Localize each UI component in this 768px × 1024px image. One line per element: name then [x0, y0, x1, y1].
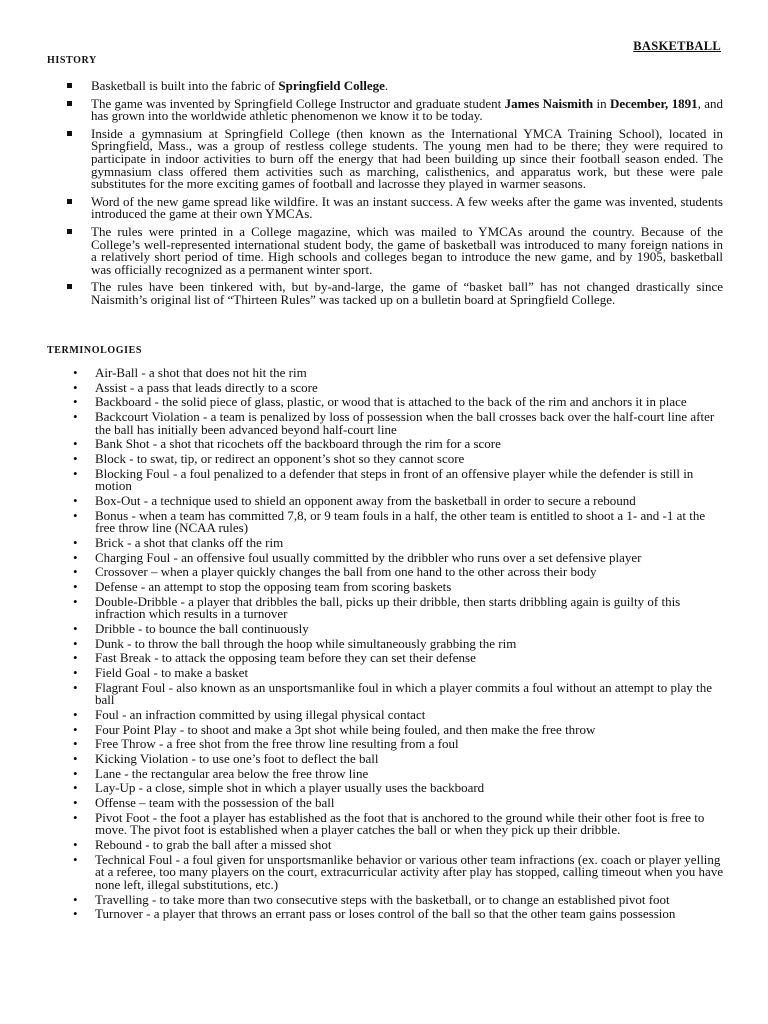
terminology-item: • Air-Ball - a shot that does not hit the rim — [70, 367, 725, 380]
terminology-item: • Rebound - to grab the ball after a missed shot — [70, 839, 725, 852]
terminologies-heading: TERMINOLOGIES — [47, 345, 143, 356]
terminology-item: • Brick - a shot that clanks off the rim — [70, 537, 725, 550]
terminology-item: • Defense - an attempt to stop the opposing team from scoring baskets — [70, 581, 725, 594]
terminology-item: • Offense – team with the possession of the ball — [70, 797, 725, 810]
terminology-item: • Lane - the rectangular area below the free throw line — [70, 768, 725, 781]
document-title: BASKETBALL — [633, 39, 721, 53]
history-item: Word of the new game spread like wildfire. It was an instant success. A few weeks after the game was invented, students introduced the game at their own YMCAs. — [63, 196, 723, 221]
terminology-item: • Turnover - a player that throws an errant pass or loses control of the ball so that the other team gains possession — [70, 908, 725, 921]
terminology-item: • Foul - an infraction committed by using illegal physical contact — [70, 709, 725, 722]
terminology-item: • Dribble - to bounce the ball continuously — [70, 623, 725, 636]
terminology-item: • Crossover – when a player quickly changes the ball from one hand to the other across their body — [70, 566, 725, 579]
terminology-item: • Lay-Up - a close, simple shot in which a player usually uses the backboard — [70, 782, 725, 795]
terminology-item: • Kicking Violation - to use one’s foot to deflect the ball — [70, 753, 725, 766]
terminology-item: • Backcourt Violation - a team is penalized by loss of possession when the ball crosses back over the half-court line after the ball has initially been advanced beyond half-court line — [70, 411, 725, 436]
terminology-item: • Technical Foul - a foul given for unsportsmanlike behavior or various other team infractions (ex. coach or player yelling at a referee, too many players on the court, extracurricular activity after play has stopped, calling timeout when you have none left, illegal substitutions, etc.) — [70, 854, 725, 892]
terminology-item: • Flagrant Foul - also known as an unsportsmanlike foul in which a player commits a foul without an attempt to play the ball — [70, 682, 725, 707]
history-item: The rules were printed in a College magazine, which was mailed to YMCAs around the country. Because of the College’s well-represented international student body, the game of basketball was introduced to many foreign nations in a relatively short period of time. High schools and colleges began to introduce the new game, and by 1905, basketball was officially recognized as a permanent winter sport. — [63, 226, 723, 276]
terminology-list — [70, 367, 725, 923]
terminology-item: • Bonus - when a team has committed 7,8, or 9 team fouls in a half, the other team is entitled to shoot a 1- and -1 at the free throw line (NCAA rules) — [70, 510, 725, 535]
terminology-item: • Four Point Play - to shoot and make a 3pt shot while being fouled, and then make the free throw — [70, 724, 725, 737]
history-item: Inside a gymnasium at Springfield College (then known as the International YMCA Training School), located in Springfield, Mass., was a group of restless college students. The young men had to be there; they were required to participate in indoor activities to burn off the energy that had been building up since their football season ended. The gymnasium class offered them activities such as marching, calisthenics, and apparatus work, but these were pale substitutes for the more exciting games of football and lacrosse they played in warmer seasons. — [63, 128, 723, 191]
history-item: The game was invented by Springfield College Instructor and graduate student James Naismith in December, 1891, and has grown into the worldwide athletic phenomenon we know it to be today. — [63, 98, 723, 123]
terminology-item: • Fast Break - to attack the opposing team before they can set their defense — [70, 652, 725, 665]
history-heading: HISTORY — [47, 55, 97, 66]
terminology-item: • Assist - a pass that leads directly to a score — [70, 382, 725, 395]
terminology-item: • Block - to swat, tip, or redirect an opponent’s shot so they cannot score — [70, 453, 725, 466]
terminology-item: • Box-Out - a technique used to shield an opponent away from the basketball in order to secure a rebound — [70, 495, 725, 508]
history-list — [63, 80, 723, 312]
terminology-item: • Charging Foul - an offensive foul usually committed by the dribbler who runs over a set defensive player — [70, 552, 725, 565]
terminology-item: • Backboard - the solid piece of glass, plastic, or wood that is attached to the back of the rim and anchors it in place — [70, 396, 725, 409]
terminology-item: • Bank Shot - a shot that ricochets off the backboard through the rim for a score — [70, 438, 725, 451]
terminology-item: • Dunk - to throw the ball through the hoop while simultaneously grabbing the rim — [70, 638, 725, 651]
terminology-item: • Free Throw - a free shot from the free throw line resulting from a foul — [70, 738, 725, 751]
terminology-item: • Double-Dribble - a player that dribbles the ball, picks up their dribble, then starts dribbling again is guilty of this infraction which results in a turnover — [70, 596, 725, 621]
terminology-item: • Blocking Foul - a foul penalized to a defender that steps in front of an offensive player while the defender is still in motion — [70, 468, 725, 493]
history-item: The rules have been tinkered with, but by-and-large, the game of “basket ball” has not changed drastically since Naismith’s original list of “Thirteen Rules” was tacked up on a bulletin board at Springfield College. — [63, 281, 723, 306]
terminology-item: • Field Goal - to make a basket — [70, 667, 725, 680]
terminology-item: • Travelling - to take more than two consecutive steps with the basketball, or to change an established pivot foot — [70, 894, 725, 907]
history-item: Basketball is built into the fabric of Springfield College. — [63, 80, 723, 93]
terminology-item: • Pivot Foot - the foot a player has established as the foot that is anchored to the ground while their other foot is free to move. The pivot foot is established when a player catches the ball or when they pick up their dribble. — [70, 812, 725, 837]
